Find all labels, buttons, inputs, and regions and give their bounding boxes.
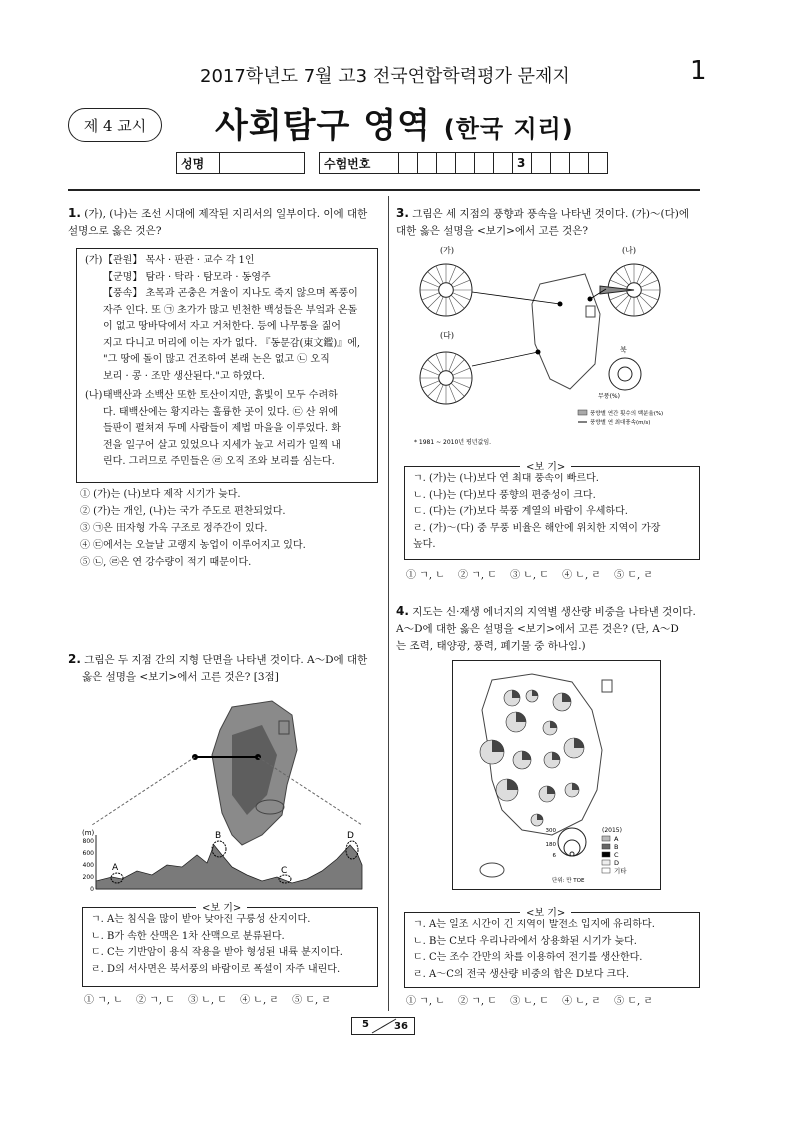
q3-bogi-item: 높다. [413, 539, 436, 550]
q3-bogi-item: ㄴ. (나)는 (다)보다 풍향의 편중성이 크다. [413, 489, 596, 501]
exam-no-box[interactable] [475, 153, 494, 174]
subject-title [215, 98, 574, 147]
q4-year: (2015) [602, 827, 622, 834]
q2-bogi-box [82, 907, 378, 987]
q1-ga-text [103, 253, 360, 385]
jeju-outline [480, 863, 504, 877]
q1-na-line: 다. 태백산에는 황지라는 훌륭한 곳이 있다. ㉢ 산 위에 [103, 406, 338, 418]
q4-bogi-item: ㄹ. A～C의 전국 생산량 비중의 합은 D보다 크다. [413, 968, 630, 980]
calm-label: 무풍(%) [598, 393, 620, 400]
legend-swatch-d [602, 860, 610, 865]
q1-option: ⑤ ㉡, ㉣은 연 강수량이 적기 때문이다. [80, 557, 252, 568]
q3-stem-line: 대한 옳은 설명을 <보기>에서 고른 것은? [396, 225, 589, 237]
name-field[interactable] [220, 153, 305, 174]
label-a: A [112, 863, 119, 873]
q1-ga-line: 【관원】 목사 · 판관 · 교수 각 1인 [103, 255, 255, 266]
q1-na-label: (나) [85, 390, 103, 401]
q2-bogi-list [91, 912, 369, 978]
subject-title-main: 사회탐구 영역 [215, 106, 431, 146]
q3-bogi-box [404, 466, 700, 560]
q1-number: 1. [68, 206, 81, 220]
exam-no-box[interactable] [494, 153, 513, 174]
q1-source-box [76, 248, 378, 483]
exam-no-box[interactable] [570, 153, 589, 174]
scale-circle-medium [564, 840, 580, 856]
subject-title-sub: (한국 지리) [443, 115, 574, 143]
q4-bogi-item: ㄷ. C는 조수 간만의 차를 이용하여 전기를 생산한다. [413, 952, 643, 963]
exam-no-box[interactable] [456, 153, 475, 174]
label-ga: (가) [440, 246, 454, 255]
header-rule [68, 189, 700, 191]
q4-bogi-title: <보 기> [520, 904, 571, 919]
q4-stem-line: 는 조력, 태양광, 풍력, 폐기물 중 하나임.) [396, 640, 586, 652]
q2-number: 2. [68, 652, 81, 666]
q1-stem [68, 205, 380, 240]
q4-unit: 단위: 만 TOE [552, 878, 585, 884]
page-current: 5 [362, 1019, 369, 1030]
q1-ga-line: 이 없고 땅바닥에서 자고 거처한다. 등에 나무통을 짊어 [103, 321, 341, 332]
label-d: D [347, 831, 354, 841]
scale-label: 300 [545, 828, 556, 834]
wind-rose-center [439, 371, 454, 386]
q3-number: 3. [396, 206, 409, 220]
ytick: 200 [82, 874, 94, 881]
name-label: 성명 [177, 153, 220, 174]
q1-ga-line: 자주 인다. 또 ㉠ 초가가 많고 빈천한 백성들은 부엌과 온돌 [103, 304, 358, 316]
q2-stem-line: 그림은 두 지점 간의 지형 단면을 나타낸 것이다. A～D에 대한 [84, 654, 368, 666]
q1-option: ③ ㉠은 田자형 가옥 구조로 정주간이 있다. [80, 523, 268, 534]
exam-no-digit: 3 [513, 153, 532, 174]
q3-bogi-list [413, 471, 691, 554]
legend-swatch-b [602, 844, 610, 849]
column-divider [388, 196, 389, 1011]
q3-bogi-title: <보 기> [520, 458, 571, 473]
q3-bogi-item: ㄱ. (가)는 (나)보다 연 최대 풍속이 빠르다. [413, 473, 599, 484]
label-na: (나) [622, 246, 636, 255]
legend-c: C [614, 851, 619, 859]
q1-ga-line: 보리 · 콩 · 조만 생산된다."고 하였다. [103, 370, 265, 382]
q1-ga-line: 지고 다니고 머리에 이는 자가 없다. 『동문감(東文鑑)』에, [103, 337, 361, 349]
q4-energy-map [452, 660, 662, 890]
q4-bogi-item: ㄴ. B는 C보다 우리나라에서 상용화된 시기가 늦다. [413, 935, 637, 947]
legend-a: A [614, 835, 619, 843]
q3-bogi-item: ㄹ. (가)～(다) 중 무풍 비율은 해안에 위치한 지역이 가장 [413, 522, 661, 534]
page-number: 1 [690, 56, 707, 86]
q4-stem-line: 지도는 신·재생 에너지의 지역별 생산량 비중을 나타낸 것이다. [412, 606, 696, 618]
exam-no-box[interactable] [589, 153, 608, 174]
q2-options: ① ㄱ, ㄴ ② ㄱ, ㄷ ③ ㄴ, ㄷ ④ ㄴ, ㄹ ⑤ ㄷ, ㄹ [84, 995, 331, 1006]
q4-stem-line: A～D에 대한 옳은 설명을 <보기>에서 고른 것은? (단, A～D [396, 623, 679, 635]
q3-options: ① ㄱ, ㄴ ② ㄱ, ㄷ ③ ㄴ, ㄷ ④ ㄴ, ㄹ ⑤ ㄷ, ㄹ [406, 570, 653, 581]
ytick: 600 [82, 850, 94, 857]
q1-na-line: 들판이 펼쳐져 두메 사람들이 제법 마을을 이루었다. 화 [103, 423, 341, 434]
legend-b: B [614, 843, 619, 851]
exam-no-box[interactable] [418, 153, 437, 174]
q4-number: 4. [396, 604, 409, 618]
q4-options: ① ㄱ, ㄴ ② ㄱ, ㄷ ③ ㄴ, ㄷ ④ ㄴ, ㄹ ⑤ ㄷ, ㄹ [406, 996, 653, 1007]
q2-stem-line: 옳은 설명을 <보기>에서 고른 것은? [3점] [82, 671, 279, 683]
projection-line [92, 757, 195, 825]
ytick: 800 [82, 838, 94, 845]
exam-no-label: 수험번호 [320, 153, 399, 174]
q4-bogi-box [404, 912, 700, 988]
q2-unit: (m) [82, 829, 95, 837]
q2-bogi-title: <보 기> [196, 899, 247, 914]
q3-bogi-item: ㄷ. (다)는 (가)보다 북풍 계열의 바람이 우세하다. [413, 506, 628, 517]
exam-no-box[interactable] [532, 153, 551, 174]
q1-options [80, 486, 380, 571]
ytick: 400 [82, 862, 94, 869]
leader-da [472, 352, 538, 366]
scale-label: 180 [545, 842, 556, 848]
north-label: 북 [620, 346, 627, 354]
q2-bogi-item: ㄱ. A는 침식을 많이 받아 낮아진 구릉성 산지이다. [91, 914, 311, 925]
legend-swatch-other [602, 868, 610, 873]
terrain-profile [96, 845, 362, 889]
q1-option: ① (가)는 (나)보다 제작 시기가 늦다. [80, 489, 241, 500]
page-total: 36 [394, 1021, 408, 1032]
id-table [176, 152, 608, 174]
q1-ga-line: 【군명】 탐라 · 탁라 · 탐모라 · 동영주 [103, 271, 271, 283]
q1-stem-text: (가), (나)는 조선 시대에 제작된 지리서의 일부이다. 이에 대한 설명으로 옳은 것은? [68, 208, 368, 237]
q1-ga-line: "그 땅에 돌이 많고 건조하여 본래 논은 없고 ㉡ 오직 [103, 354, 330, 365]
legend-swatch-a [602, 836, 610, 841]
legend-frequency: 풍향별 연간 횟수의 백분율(%) [590, 411, 664, 417]
q3-wind-figure [410, 244, 710, 454]
legend-rose [609, 358, 641, 390]
legend-rose-calm [618, 367, 632, 381]
q1-option: ④ ㉢에서는 오늘날 고랭지 농업이 이루어지고 있다. [80, 540, 306, 551]
q1-na-line: 전을 일구어 살고 있었으나 지세가 높고 서리가 일찍 내 [103, 439, 341, 451]
wind-rose-center [439, 283, 454, 298]
exam-no-box[interactable] [399, 153, 418, 174]
legend-d: D [614, 859, 620, 867]
korea-outline-map [532, 274, 600, 389]
legend-swatch-frequency [578, 410, 587, 415]
q2-stem [68, 651, 380, 686]
q1-na-text [103, 388, 341, 471]
q1-ga-label: (가) [85, 255, 103, 266]
exam-no-box[interactable] [551, 153, 570, 174]
scale-label: 6 [552, 853, 556, 859]
q3-note: * 1981 ~ 2010년 평년값임. [414, 439, 492, 446]
period-label: 제 4 교시 [68, 108, 162, 142]
label-b: B [215, 831, 222, 841]
q2-bogi-item: ㄷ. C는 기반암이 용식 작용을 받아 형성된 내륙 분지이다. [91, 947, 343, 958]
legend-swatch-c [602, 852, 610, 857]
label-da: (다) [440, 331, 454, 340]
q4-bogi-item: ㄱ. A는 일조 시간이 긴 지역이 발전소 입지에 유리하다. [413, 919, 655, 930]
q1-option: ② (가)는 개인, (나)는 국가 주도로 편찬되었다. [80, 506, 286, 517]
q1-na-line: 태백산과 소백산 또한 토산이지만, 흙빛이 모두 수려하 [103, 390, 338, 401]
legend-speed: 풍향별 연 최대풍속(m/s) [590, 420, 651, 426]
q2-terrain-figure [82, 695, 372, 895]
legend-other: 기타 [614, 867, 627, 875]
q2-bogi-item: ㄹ. D의 서사면은 북서풍의 바람이로 폭설이 자주 내린다. [91, 963, 341, 975]
q2-bogi-item: ㄴ. B가 속한 산맥은 1차 산맥으로 분류된다. [91, 930, 285, 942]
q3-stem [396, 205, 716, 240]
q4-stem [396, 603, 716, 655]
label-c: C [281, 866, 288, 876]
exam-no-box[interactable] [437, 153, 456, 174]
q4-bogi-list [413, 917, 691, 983]
q3-stem-line: 그림은 세 지점의 풍향과 풍속을 나타낸 것이다. (가)～(다)에 [412, 208, 689, 220]
page-counter [351, 1017, 415, 1035]
ytick: 0 [90, 886, 94, 893]
island-inset [602, 680, 612, 692]
q1-ga-line: 【풍속】 초목과 곤충은 겨울이 지나도 죽지 않으며 폭풍이 [103, 288, 358, 299]
q1-na-line: 린다. 그러므로 주민들은 ㉣ 오직 조와 보리를 심는다. [103, 456, 335, 467]
scale-circle-small [570, 852, 574, 856]
exam-title: 2017학년도 7월 고3 전국연합학력평가 문제지 [200, 66, 570, 87]
